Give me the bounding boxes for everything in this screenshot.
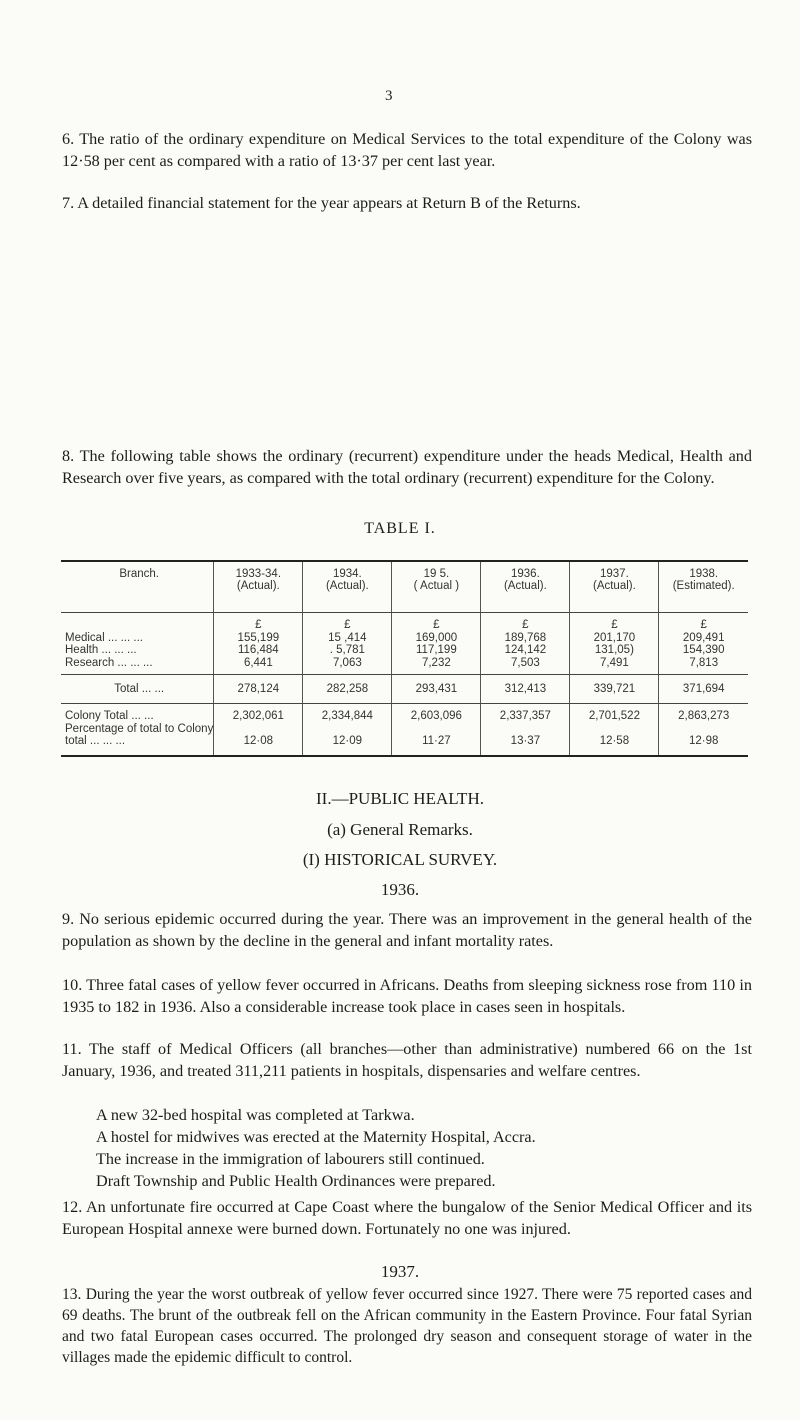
table-cell: 278,124 — [214, 675, 303, 704]
column-header: 1934. (Actual). — [303, 561, 392, 613]
table-cell: 371,694 — [659, 675, 748, 704]
section-subsubtitle: (I) HISTORICAL SURVEY. — [302, 850, 498, 869]
sub-line: Draft Township and Public Health Ordinances were prepared. — [96, 1172, 496, 1190]
paragraph-8 — [62, 445, 752, 489]
sub-line: The increase in the immigration of labourers still continued. — [96, 1150, 485, 1168]
table-cell: 2,701,522 12·58 — [570, 704, 659, 756]
paragraph-6 — [62, 128, 752, 172]
column-header: 19 5. ( Actual ) — [392, 561, 481, 613]
paragraph-text: An unfortunate fire occurred at Cape Coast where the bungalow of the Senior Medical Officer and its European Hospital annexe were burned down. Fortunately no one was injured. — [62, 1198, 752, 1238]
table-cell: 293,431 — [392, 675, 481, 704]
table-cell: 339,721 — [570, 675, 659, 704]
paragraph-number: 13. — [62, 1286, 82, 1303]
paragraph-number: 7. — [62, 194, 75, 212]
column-header: 1936. (Actual). — [481, 561, 570, 613]
table-cell: 2,302,061 12·08 — [214, 704, 303, 756]
table-cell: 2,337,357 13·37 — [481, 704, 570, 756]
paragraph-number: 6. — [62, 130, 75, 148]
table-cell: 2,334,844 12·09 — [303, 704, 392, 756]
paragraph-number: 10. — [62, 976, 83, 994]
table-body-row — [61, 613, 748, 675]
table-cell: 282,258 — [303, 675, 392, 704]
paragraph-11 — [62, 1038, 752, 1082]
year-heading-1936: 1936. — [380, 880, 420, 899]
expenditure-table — [61, 560, 748, 757]
section-title: II.—PUBLIC HEALTH. — [316, 789, 484, 808]
paragraph-number: 12. — [62, 1198, 83, 1216]
table-cell: £ 209,491 154,390 7,813 — [659, 613, 748, 675]
table-cell: £ 201,170 131,05) 7,491 — [570, 613, 659, 675]
sub-line: A hostel for midwives was erected at the Maternity Hospital, Accra. — [96, 1128, 536, 1146]
colony-labels: Colony Total ... ... Percentage of total to Colony total ... ... ... — [61, 704, 214, 756]
paragraph-text: A detailed financial statement for the year appears at Return B of the Returns. — [77, 194, 581, 212]
table-header-row — [61, 561, 748, 613]
paragraph-12 — [62, 1196, 752, 1240]
paragraph-7 — [62, 192, 752, 214]
sub-line: A new 32-bed hospital was completed at Tarkwa. — [96, 1106, 415, 1124]
column-header: 1937. (Actual). — [570, 561, 659, 613]
paragraph-text: The following table shows the ordinary (recurrent) expenditure under the heads Medical, Health and Research over five years, as compared with the total ordinary (recurrent) expenditure for the Colony. — [62, 447, 752, 487]
paragraph-number: 9. — [62, 910, 75, 928]
paragraph-text: The staff of Medical Officers (all branches—other than administrative) numbered 66 on the 1st January, 1936, and treated 311,211 patients in hospitals, dispensaries and welfare centres. — [62, 1040, 752, 1080]
table-cell: 2,863,273 12·98 — [659, 704, 748, 756]
colony-total-row — [61, 704, 748, 756]
total-row — [61, 675, 748, 704]
table-cell: 312,413 — [481, 675, 570, 704]
table-cell: 2,603,096 11·27 — [392, 704, 481, 756]
table-cell: £ 189,768 124,142 7,503 — [481, 613, 570, 675]
table-cell: £ 155,199 116,484 6,441 — [214, 613, 303, 675]
paragraph-text: Three fatal cases of yellow fever occurred in Africans. Deaths from sleeping sickness rose from 110 in 1935 to 182 in 1936. Also a considerable increase took place in cases seen in hospitals. — [62, 976, 752, 1016]
column-header: 1933-34. (Actual). — [214, 561, 303, 613]
paragraph-text: No serious epidemic occurred during the year. There was an improvement in the general health of the population as shown by the decline in the general and infant mortality rates. — [62, 910, 752, 950]
total-label: Total ... ... — [61, 675, 214, 704]
branch-labels: Medical ... ... ... Health ... ... ... Research ... ... ... — [61, 613, 214, 675]
paragraph-13 — [62, 1284, 752, 1368]
table-cell: £ 169,000 117,199 7,232 — [392, 613, 481, 675]
year-heading-1937: 1937. — [380, 1262, 420, 1281]
paragraph-10 — [62, 974, 752, 1018]
paragraph-text: During the year the worst outbreak of yellow fever occurred since 1927. There were 75 reported cases and 69 deaths. The brunt of the outbreak fell on the African community in the Eastern Province. Four fatal Syrian and two fatal European cases occurred. The prolonged dry season and consequent storage of water in the villages made the epidemic difficult to control. — [62, 1286, 753, 1366]
paragraph-text: The ratio of the ordinary expenditure on Medical Services to the total expenditure of the Colony was 12·58 per cent as compared with a ratio of 13·37 per cent last year. — [62, 130, 752, 170]
table-cell: £ 15 ,414 . 5,781 7,063 — [303, 613, 392, 675]
page-number: 3 — [385, 88, 393, 104]
paragraph-number: 8. — [62, 447, 75, 465]
column-header: 1938. (Estimated). — [659, 561, 748, 613]
paragraph-number: 11. — [62, 1040, 82, 1058]
branch-header: Branch. — [61, 561, 214, 613]
section-subtitle: (a) General Remarks. — [327, 820, 473, 839]
paragraph-9 — [62, 908, 752, 952]
table-title: TABLE I. — [364, 520, 436, 537]
